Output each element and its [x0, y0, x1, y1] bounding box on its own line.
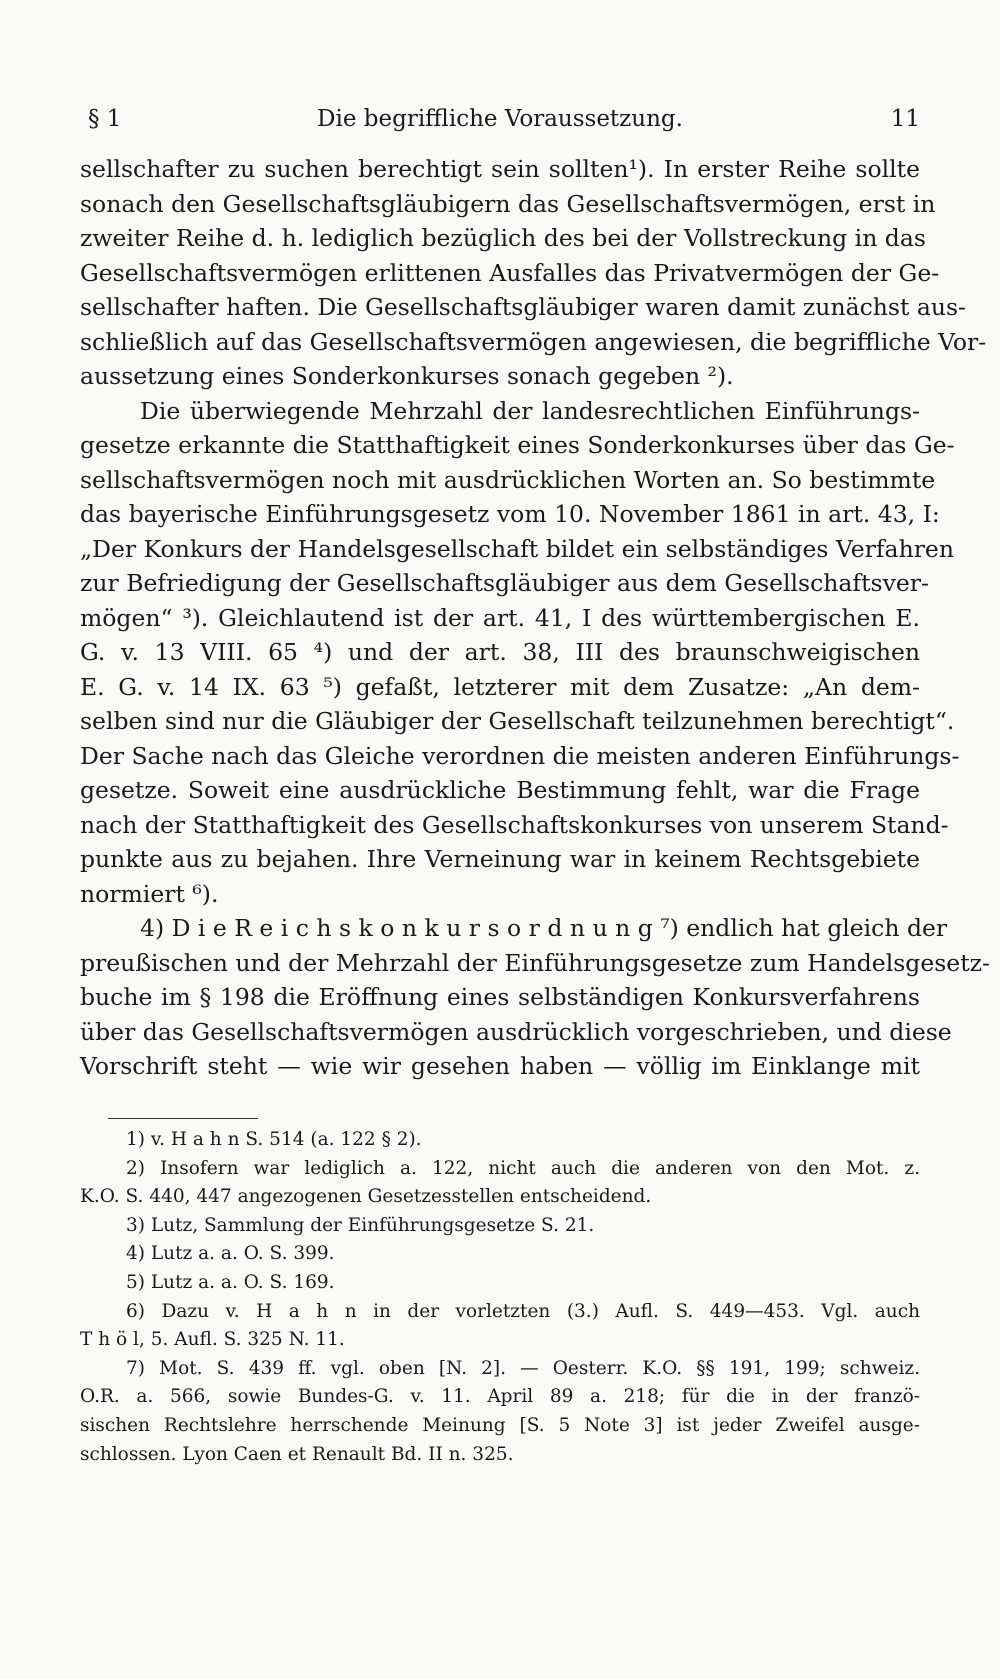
text-line: punkte aus zu bejahen. Ihre Verneinung war in keinem Rechtsgebiete	[80, 845, 920, 873]
text-line: das bayerische Einführungsgesetz vom 10. November 1861 in art. 43, I:	[80, 500, 940, 528]
text-line: sellschafter zu suchen berechtigt sein sollten¹). In erster Reihe sollte	[80, 155, 920, 183]
text-line: selben sind nur die Gläubiger der Gesellschaft teilzunehmen berechtigt“.	[80, 707, 955, 735]
footnote-line: sischen Rechtslehre herrschende Meinung [S. 5 Note 3] ist jeder Zweifel ausge-	[80, 1414, 920, 1436]
text-line: zur Befriedigung der Gesellschaftsgläubiger aus dem Gesellschaftsver-	[80, 569, 929, 597]
text-line: sonach den Gesellschaftsgläubigern das Gesellschaftsvermögen, erst in	[80, 189, 936, 218]
text-line: schließlich auf das Gesellschaftsvermögen angewiesen, die begriffliche Vor-	[80, 327, 987, 356]
text-line: nach der Statthaftigkeit des Gesellschaftskonkurses von unserem Stand-	[80, 810, 949, 839]
text-line: gesetze erkannte die Statthaftigkeit eines Sonderkonkurses über das Ge-	[80, 431, 955, 459]
footnote-line: K.O. S. 440, 447 angezogenen Gesetzesstellen entscheidend.	[80, 1186, 652, 1208]
text-line: E. G. v. 14 IX. 63 ⁵) gefaßt, letzterer mit dem Zusatze: „An dem-	[80, 672, 920, 701]
footnote-line: O.R. a. 566, sowie Bundes-G. v. 11. April 89 a. 218; für die in der franzö-	[80, 1386, 920, 1408]
footnote-line: 3) Lutz, Sammlung der Einführungsgesetze S. 21.	[126, 1214, 595, 1236]
section-marker: § 1	[88, 106, 122, 132]
text-line: „Der Konkurs der Handelsgesellschaft bildet ein selbständiges Verfahren	[80, 534, 954, 563]
footnote-line: 4) Lutz a. a. O. S. 399.	[126, 1243, 335, 1265]
text-line: 4) D i e R e i c h s k o n k u r s o r d n u n g ⁷) endlich hat gleich der	[140, 914, 948, 942]
text-line: aussetzung eines Sonderkonkurses sonach gegeben ²).	[80, 362, 734, 390]
text-line: G. v. 13 VIII. 65 ⁴) und der art. 38, III des braunschweigischen	[80, 638, 920, 666]
text-line: zweiter Reihe d. h. lediglich bezüglich des bei der Vollstreckung in das	[80, 224, 926, 252]
footnote-line: T h ö l, 5. Aufl. S. 325 N. 11.	[80, 1329, 345, 1351]
footnote-line: 6) Dazu v. H a h n in der vorletzten (3.) Aufl. S. 449—453. Vgl. auch	[126, 1300, 920, 1322]
main-text	[80, 152, 990, 1084]
footnote-line: 2) Insofern war lediglich a. 122, nicht auch die anderen von den Mot. z.	[126, 1157, 920, 1179]
text-line: Gesellschaftsvermögen erlittenen Ausfalles das Privatvermögen der Ge-	[80, 258, 940, 287]
text-line: preußischen und der Mehrzahl der Einführungsgesetze zum Handelsgesetz-	[80, 948, 990, 977]
footnote-line: 1) v. H a h n S. 514 (a. 122 § 2).	[126, 1129, 422, 1150]
text-line: über das Gesellschaftsvermögen ausdrücklich vorgeschrieben, und diese	[80, 1017, 952, 1046]
running-header	[80, 106, 920, 140]
text-line: Vorschrift steht — wie wir gesehen haben — völlig im Einklange mit	[80, 1052, 920, 1080]
footnote-line: 7) Mot. S. 439 ff. vgl. oben [N. 2]. — Oesterr. K.O. §§ 191, 199; schweiz.	[126, 1357, 920, 1379]
text-line: sellschafter haften. Die Gesellschaftsgläubiger waren damit zunächst aus-	[80, 293, 967, 321]
running-title: Die begriffliche Voraussetzung.	[317, 106, 683, 132]
footnote-line: schlossen. Lyon Caen et Renault Bd. II n. 325.	[80, 1443, 514, 1465]
footnote-divider	[108, 1118, 258, 1119]
text-line: normiert ⁶).	[80, 879, 219, 908]
text-line: Der Sache nach das Gleiche verordnen die meisten anderen Einführungs-	[80, 741, 960, 770]
text-line: buche im § 198 die Eröffnung eines selbständigen Konkursverfahrens	[80, 983, 920, 1011]
text-line: Die überwiegende Mehrzahl der landesrechtlichen Einführungs-	[140, 396, 920, 425]
text-line: mögen“ ³). Gleichlautend ist der art. 41, I des württembergischen E.	[80, 603, 920, 632]
footnote-line: 5) Lutz a. a. O. S. 169.	[126, 1271, 335, 1293]
text-line: sellschaftsvermögen noch mit ausdrücklichen Worten an. So bestimmte	[80, 465, 936, 494]
page-number: 11	[890, 106, 920, 132]
text-line: gesetze. Soweit eine ausdrückliche Bestimmung fehlt, war die Frage	[80, 776, 920, 804]
footnotes	[80, 1126, 920, 1469]
